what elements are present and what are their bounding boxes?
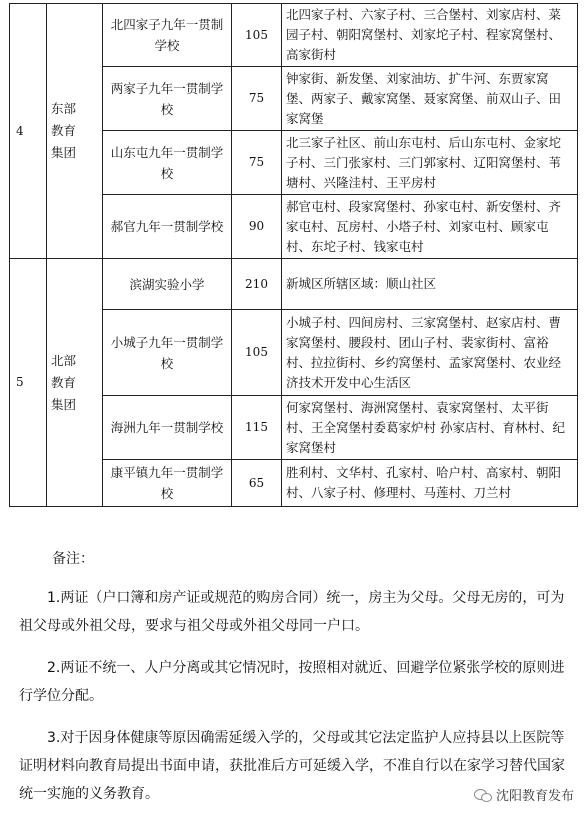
district-area: 胜利村、文华村、孔家村、哈户村、高家村、朝阳村、八家子村、修理村、马莲村、刀兰村 (282, 460, 578, 507)
district-area: 钟家街、新发堡、刘家油坊、扩牛河、东贾家窝堡、两家子、戴家窝堡、聂家窝堡、前双山子、田家窝堡 (282, 67, 578, 131)
group-number: 5 (10, 259, 47, 507)
note-item-2: 2.两证不统一、人户分离或其它情况时，按照相对就近、回避学位紧张学校的原则进行学位分配。 (19, 660, 565, 704)
note-item-1: 1.两证（户口簿和房产证或规范的购房合同）统一，房主为父母。父母无房的，可为祖父母或外祖父母，要求与祖父母或外祖父母同一户口。 (19, 590, 565, 634)
notes-title: 备注： (52, 551, 94, 567)
enrollment-count: 75 (232, 131, 282, 195)
enrollment-count: 90 (232, 195, 282, 259)
school-name: 滨湖实验小学 (103, 259, 232, 310)
school-district-table (9, 3, 578, 507)
enrollment-count: 75 (232, 67, 282, 131)
school-name: 两家子九年一贯制学校 (103, 67, 232, 131)
district-area: 何家窝堡村、海洲窝堡村、袁家窝堡村、太平街村、王全窝堡村委葛家炉村 孙家店村、育林村、纪家窝堡村 (282, 396, 578, 460)
group-number: 4 (10, 4, 47, 259)
school-name: 山东屯九年一贯制学校 (103, 131, 232, 195)
school-name: 海洲九年一贯制学校 (103, 396, 232, 460)
group-name: 东部 教育 集团 (47, 4, 103, 259)
watermark (474, 785, 574, 804)
enrollment-count: 105 (232, 310, 282, 396)
district-area: 北四家子村、六家子村、三合堡村、刘家店村、菜园子村、朝阳窝堡村、刘家坨子村、程家窝堡村、高家街村 (282, 4, 578, 67)
school-name: 康平镇九年一贯制学校 (103, 460, 232, 507)
school-name: 北四家子九年一贯制学校 (103, 4, 232, 67)
wechat-icon (474, 788, 492, 802)
watermark-text: 沈阳教育发布 (495, 789, 574, 804)
district-area: 小城子村、四间房村、三家窝堡村、赵家店村、曹家窝堡村、腰段村、团山子村、裴家街村、富裕村、拉拉街村、乡约窝堡村、孟家窝堡村、农业经济技术开发中心生活区 (282, 310, 578, 396)
district-area: 新城区所辖区域：顺山社区 (282, 259, 578, 310)
table-row (10, 259, 578, 310)
enrollment-count: 210 (232, 259, 282, 310)
district-area: 郝官屯村、段家窝堡村、孙家屯村、新安堡村、齐家屯村、瓦房村、小塔子村、刘家屯村、顾家屯村、东坨子村、钱家屯村 (282, 195, 578, 259)
group-name: 北部 教育 集团 (47, 259, 103, 507)
note-item-3: 3.对于因身体健康等原因确需延缓入学的，父母或其它法定监护人应持县以上医院等证明材料向教育局提出书面申请，获批准后方可延缓入学，不准自行以在家学习替代国家统一实施的义务教育。 (19, 730, 565, 802)
enrollment-count: 105 (232, 4, 282, 67)
school-name: 郝官九年一贯制学校 (103, 195, 232, 259)
district-area: 北三家子社区、前山东屯村、后山东屯村、金家坨子村、三门张家村、三门郭家村、辽阳窝堡村、苇塘村、兴隆洼村、王平房村 (282, 131, 578, 195)
school-name: 小城子九年一贯制学校 (103, 310, 232, 396)
enrollment-count: 115 (232, 396, 282, 460)
enrollment-count: 65 (232, 460, 282, 507)
table-row (10, 4, 578, 67)
